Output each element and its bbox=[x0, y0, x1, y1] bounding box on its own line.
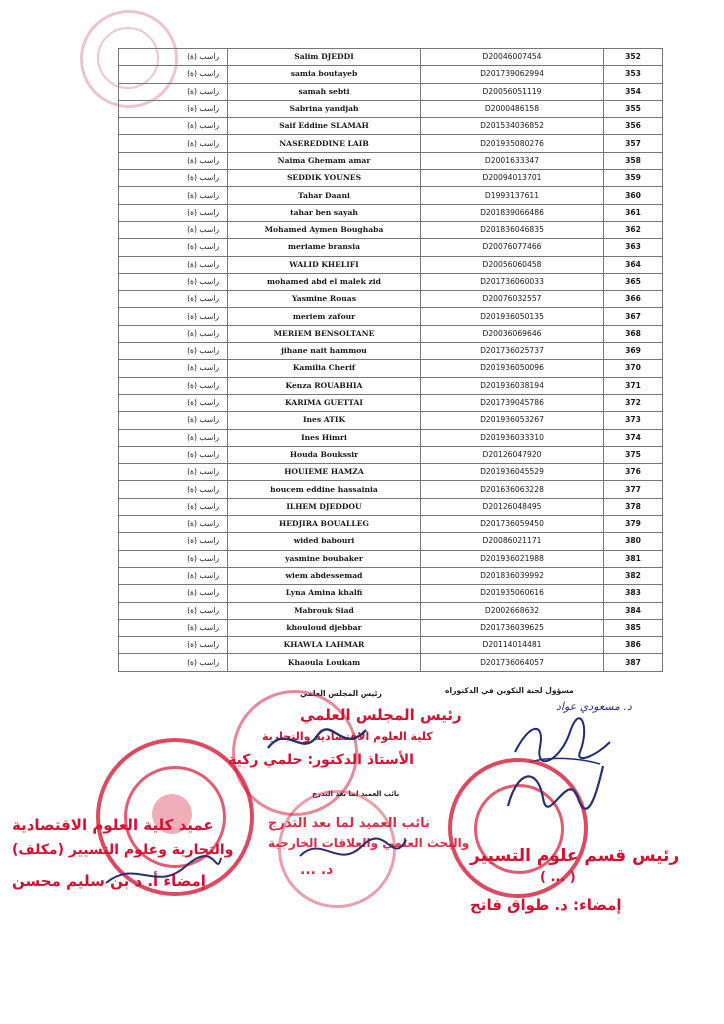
name-cell: HOUIEME HAMZA bbox=[228, 464, 421, 481]
table-row bbox=[119, 343, 663, 360]
table-row bbox=[119, 100, 663, 117]
number-cell: 384 bbox=[604, 602, 663, 619]
number-cell: 367 bbox=[604, 308, 663, 325]
name-cell: Saif Eddine SLAMAH bbox=[228, 118, 421, 135]
status-cell: راسب (ة) bbox=[119, 446, 228, 463]
name-cell: tahar ben sayah bbox=[228, 204, 421, 221]
table-row bbox=[119, 273, 663, 290]
number-cell: 372 bbox=[604, 394, 663, 411]
table-row bbox=[119, 221, 663, 238]
table-row bbox=[119, 49, 663, 66]
code-cell: D20094013701 bbox=[421, 170, 604, 187]
name-cell: meriem zafour bbox=[228, 308, 421, 325]
table-row bbox=[119, 377, 663, 394]
code-cell: D1993137611 bbox=[421, 187, 604, 204]
name-cell: Khaoula Loukam bbox=[228, 654, 421, 671]
status-cell: راسب (ة) bbox=[119, 533, 228, 550]
table-row bbox=[119, 394, 663, 411]
number-cell: 385 bbox=[604, 619, 663, 636]
status-cell: راسب (ة) bbox=[119, 66, 228, 83]
table-row bbox=[119, 239, 663, 256]
department-subtitle: ( ... ) bbox=[540, 870, 576, 885]
name-cell: NASEREDDINE LAIB bbox=[228, 135, 421, 152]
department-signature bbox=[498, 758, 608, 818]
table-row bbox=[119, 533, 663, 550]
status-cell: راسب (ة) bbox=[119, 550, 228, 567]
table-row bbox=[119, 256, 663, 273]
status-cell: راسب (ة) bbox=[119, 152, 228, 169]
status-cell: راسب (ة) bbox=[119, 429, 228, 446]
code-cell: D20056051119 bbox=[421, 83, 604, 100]
code-cell: D201736039625 bbox=[421, 619, 604, 636]
table-row bbox=[119, 516, 663, 533]
table-row bbox=[119, 550, 663, 567]
name-cell: Ines ATIK bbox=[228, 412, 421, 429]
code-cell: D20076077466 bbox=[421, 239, 604, 256]
number-cell: 356 bbox=[604, 118, 663, 135]
name-cell: Sabrina yandjah bbox=[228, 100, 421, 117]
table-row bbox=[119, 429, 663, 446]
number-cell: 358 bbox=[604, 152, 663, 169]
table-row bbox=[119, 83, 663, 100]
number-cell: 370 bbox=[604, 360, 663, 377]
number-cell: 381 bbox=[604, 550, 663, 567]
name-cell: wided babouri bbox=[228, 533, 421, 550]
name-cell: ILHEM DJEDDOU bbox=[228, 498, 421, 515]
code-cell: D201839066486 bbox=[421, 204, 604, 221]
table-row bbox=[119, 170, 663, 187]
status-cell: راسب (ة) bbox=[119, 187, 228, 204]
number-cell: 353 bbox=[604, 66, 663, 83]
code-cell: D201936050096 bbox=[421, 360, 604, 377]
number-cell: 360 bbox=[604, 187, 663, 204]
code-cell: D201736059450 bbox=[421, 516, 604, 533]
status-cell: راسب (ة) bbox=[119, 464, 228, 481]
number-cell: 382 bbox=[604, 567, 663, 584]
name-cell: SEDDIK YOUNES bbox=[228, 170, 421, 187]
name-cell: Ines Himri bbox=[228, 429, 421, 446]
status-cell: راسب (ة) bbox=[119, 273, 228, 290]
table-row bbox=[119, 654, 663, 671]
table-row bbox=[119, 360, 663, 377]
dean-signature bbox=[96, 848, 226, 898]
number-cell: 361 bbox=[604, 204, 663, 221]
code-cell: D201736025737 bbox=[421, 343, 604, 360]
status-cell: راسب (ة) bbox=[119, 516, 228, 533]
table-row bbox=[119, 291, 663, 308]
name-cell: Mabrouk Siad bbox=[228, 602, 421, 619]
table-row bbox=[119, 204, 663, 221]
vice-dean-signature bbox=[292, 826, 412, 876]
table-row bbox=[119, 619, 663, 636]
code-cell: D2001633347 bbox=[421, 152, 604, 169]
status-cell: راسب (ة) bbox=[119, 481, 228, 498]
name-cell: Tahar Daani bbox=[228, 187, 421, 204]
status-cell: راسب (ة) bbox=[119, 118, 228, 135]
council-signature bbox=[262, 718, 372, 764]
name-cell: samia boutayeb bbox=[228, 66, 421, 83]
code-cell: D2000486158 bbox=[421, 100, 604, 117]
name-cell: Naima Ghemam amar bbox=[228, 152, 421, 169]
code-cell: D201936045529 bbox=[421, 464, 604, 481]
training-caption: مسؤول لجنة التكوين في الدكتوراه bbox=[445, 686, 574, 695]
status-cell: راسب (ة) bbox=[119, 83, 228, 100]
training-signatory-name: د. مسعودي عواد bbox=[556, 700, 632, 713]
table-row bbox=[119, 464, 663, 481]
table-row bbox=[119, 637, 663, 654]
status-cell: راسب (ة) bbox=[119, 256, 228, 273]
number-cell: 387 bbox=[604, 654, 663, 671]
table-row bbox=[119, 412, 663, 429]
council-stamp-sub: نائب العميد لما بعد التدرج bbox=[312, 790, 400, 798]
code-cell: D201739062994 bbox=[421, 66, 604, 83]
status-cell: راسب (ة) bbox=[119, 602, 228, 619]
number-cell: 366 bbox=[604, 291, 663, 308]
number-cell: 374 bbox=[604, 429, 663, 446]
name-cell: Kamilia Cherif bbox=[228, 360, 421, 377]
table-row bbox=[119, 152, 663, 169]
number-cell: 377 bbox=[604, 481, 663, 498]
name-cell: Lyna Amina khalfi bbox=[228, 585, 421, 602]
table-row bbox=[119, 498, 663, 515]
number-cell: 379 bbox=[604, 516, 663, 533]
code-cell: D201936033310 bbox=[421, 429, 604, 446]
code-cell: D20114014481 bbox=[421, 637, 604, 654]
table-row bbox=[119, 481, 663, 498]
name-cell: samah sebti bbox=[228, 83, 421, 100]
code-cell: D201736064057 bbox=[421, 654, 604, 671]
number-cell: 369 bbox=[604, 343, 663, 360]
table-row bbox=[119, 66, 663, 83]
name-cell: Yasmine Rouas bbox=[228, 291, 421, 308]
code-cell: D201736060033 bbox=[421, 273, 604, 290]
status-cell: راسب (ة) bbox=[119, 412, 228, 429]
name-cell: Salim DJEDDI bbox=[228, 49, 421, 66]
dean-title-line1: عميد كلية العلوم الاقتصادية bbox=[12, 816, 214, 834]
status-cell: راسب (ة) bbox=[119, 325, 228, 342]
number-cell: 357 bbox=[604, 135, 663, 152]
status-cell: راسب (ة) bbox=[119, 239, 228, 256]
number-cell: 364 bbox=[604, 256, 663, 273]
status-cell: راسب (ة) bbox=[119, 343, 228, 360]
status-cell: راسب (ة) bbox=[119, 291, 228, 308]
table-row bbox=[119, 118, 663, 135]
number-cell: 378 bbox=[604, 498, 663, 515]
table-row bbox=[119, 567, 663, 584]
name-cell: HEDJIRA BOUALLEG bbox=[228, 516, 421, 533]
name-cell: Kenza ROUABHIA bbox=[228, 377, 421, 394]
code-cell: D20126048495 bbox=[421, 498, 604, 515]
number-cell: 362 bbox=[604, 221, 663, 238]
table-row bbox=[119, 446, 663, 463]
department-signature-line: إمضاء: د. طواق فاتح bbox=[470, 896, 622, 914]
code-cell: D20086021171 bbox=[421, 533, 604, 550]
status-cell: راسب (ة) bbox=[119, 135, 228, 152]
status-cell: راسب (ة) bbox=[119, 221, 228, 238]
council-stamp-faculty: كلية العلوم الاقتصادية والتجارية bbox=[262, 730, 433, 743]
dean-title-line2: والتجارية وعلوم التسيير (مكلف) bbox=[12, 842, 234, 858]
status-cell: راسب (ة) bbox=[119, 394, 228, 411]
name-cell: meriame bransia bbox=[228, 239, 421, 256]
status-cell: راسب (ة) bbox=[119, 377, 228, 394]
number-cell: 386 bbox=[604, 637, 663, 654]
code-cell: D20046007454 bbox=[421, 49, 604, 66]
number-cell: 359 bbox=[604, 170, 663, 187]
name-cell: MERIEM BENSOLTANE bbox=[228, 325, 421, 342]
code-cell: D201936038194 bbox=[421, 377, 604, 394]
code-cell: D201739045786 bbox=[421, 394, 604, 411]
table-row bbox=[119, 325, 663, 342]
number-cell: 368 bbox=[604, 325, 663, 342]
council-stamp-title: رئيس المجلس العلمي bbox=[300, 706, 462, 724]
number-cell: 383 bbox=[604, 585, 663, 602]
code-cell: D201936050135 bbox=[421, 308, 604, 325]
number-cell: 371 bbox=[604, 377, 663, 394]
code-cell: D201935080276 bbox=[421, 135, 604, 152]
status-cell: راسب (ة) bbox=[119, 654, 228, 671]
table-row bbox=[119, 602, 663, 619]
code-cell: D201836039992 bbox=[421, 567, 604, 584]
number-cell: 354 bbox=[604, 83, 663, 100]
number-cell: 352 bbox=[604, 49, 663, 66]
name-cell: khouloud djebbar bbox=[228, 619, 421, 636]
name-cell: wiem abdessemad bbox=[228, 567, 421, 584]
code-cell: D2002668632 bbox=[421, 602, 604, 619]
dean-signature-line: إمضاء أ. د بن سليم محسن bbox=[12, 872, 206, 890]
code-cell: D20126047920 bbox=[421, 446, 604, 463]
status-cell: راسب (ة) bbox=[119, 170, 228, 187]
vice-dean-title-line1: نائب العميد لما بعد التدرج bbox=[268, 816, 430, 831]
status-cell: راسب (ة) bbox=[119, 585, 228, 602]
name-cell: Houda Boukssir bbox=[228, 446, 421, 463]
table-row bbox=[119, 187, 663, 204]
number-cell: 363 bbox=[604, 239, 663, 256]
status-cell: راسب (ة) bbox=[119, 360, 228, 377]
name-cell: mohamed abd el malek zid bbox=[228, 273, 421, 290]
name-cell: WALID KHELIFI bbox=[228, 256, 421, 273]
name-cell: jihane nait hammou bbox=[228, 343, 421, 360]
code-cell: D201936021988 bbox=[421, 550, 604, 567]
number-cell: 373 bbox=[604, 412, 663, 429]
vice-dean-signature-line: د. ... bbox=[300, 862, 334, 878]
table-row bbox=[119, 585, 663, 602]
name-cell: KHAWLA LAHMAR bbox=[228, 637, 421, 654]
number-cell: 375 bbox=[604, 446, 663, 463]
code-cell: D20076032557 bbox=[421, 291, 604, 308]
number-cell: 365 bbox=[604, 273, 663, 290]
council-caption: رئيس المجلس العلمي bbox=[300, 689, 382, 698]
code-cell: D20036069646 bbox=[421, 325, 604, 342]
council-stamp-name: الأستاذ الدكتور: حلمي ركية bbox=[228, 752, 414, 768]
status-cell: راسب (ة) bbox=[119, 567, 228, 584]
name-cell: KARIMA GUETTAI bbox=[228, 394, 421, 411]
number-cell: 380 bbox=[604, 533, 663, 550]
code-cell: D201836046835 bbox=[421, 221, 604, 238]
department-title: رئيس قسم علوم التسيير bbox=[470, 846, 680, 866]
name-cell: Mohamed Aymen Boughaba bbox=[228, 221, 421, 238]
number-cell: 376 bbox=[604, 464, 663, 481]
results-table bbox=[118, 48, 663, 672]
code-cell: D201935060616 bbox=[421, 585, 604, 602]
vice-dean-title-line2: والبحث العلمي والعلاقات الخارجية bbox=[268, 836, 470, 850]
number-cell: 355 bbox=[604, 100, 663, 117]
code-cell: D201534036852 bbox=[421, 118, 604, 135]
code-cell: D201636063228 bbox=[421, 481, 604, 498]
table-row bbox=[119, 135, 663, 152]
status-cell: راسب (ة) bbox=[119, 498, 228, 515]
status-cell: راسب (ة) bbox=[119, 619, 228, 636]
status-cell: راسب (ة) bbox=[119, 308, 228, 325]
name-cell: houcem eddine hassainia bbox=[228, 481, 421, 498]
table-row bbox=[119, 308, 663, 325]
status-cell: راسب (ة) bbox=[119, 637, 228, 654]
status-cell: راسب (ة) bbox=[119, 100, 228, 117]
code-cell: D20056060458 bbox=[421, 256, 604, 273]
code-cell: D201936053267 bbox=[421, 412, 604, 429]
status-cell: راسب (ة) bbox=[119, 49, 228, 66]
name-cell: yasmine boubaker bbox=[228, 550, 421, 567]
status-cell: راسب (ة) bbox=[119, 204, 228, 221]
